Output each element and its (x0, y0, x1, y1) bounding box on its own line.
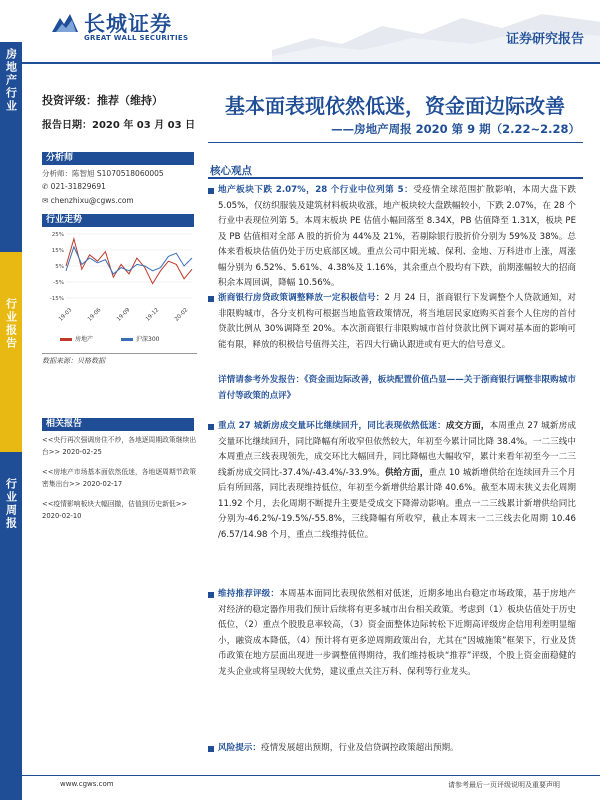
report-title: 基本面表现依然低迷，资金面边际改善 (225, 94, 565, 118)
email-icon: ✉ (42, 196, 51, 205)
report-subtitle: ——房地产周报 2020 第 9 期（2.22~2.28） (331, 122, 580, 136)
series-line-0 (66, 239, 192, 284)
great-wall-logo-icon (50, 10, 80, 36)
sidebar-top-label: 房地产行业 (4, 48, 18, 113)
paragraph-transactions: 重点 27 城新房成交量环比继续回升，同比表现依然低迷：成交方面，本周重点 27 城新房成交量环比继续回升，同比降幅有所收窄但依然较大，年初至今累计同比降 38.4%。一二三线中本周重点三线表现领先，成交环比大幅回升，同比降幅也大幅收窄，累计来看年初至今一二三线新房成交同比-37.4%/-43.4%/-33.9%。供给方面，重点 10 城新增供给在连续回升三个月后有所回落，同比表现维持低位，年初至今新增供给累计降 40.6%。截至本周末狭义去化周期 11.92 个月，去化周期不断提升主要是受成交下降滞动影响。重点一二三线累计新增供给同比分别为-46.2%/-19.5%/-55.8%，三线降幅有所收窄，截止本周末一二三线去化周期 10.46 /6.57/14.98 个月，重点二线维持低位。 (218, 421, 576, 540)
analyst-section-header: 分析师 (42, 152, 194, 165)
paragraph-risk: 风险提示：疫情发展超出预期，行业及信贷调控政策超出预期。 (218, 743, 459, 753)
bullet-icon (208, 296, 214, 302)
logo-english: GREAT WALL SECURITIES (84, 34, 189, 42)
analyst-phone-row (42, 182, 106, 191)
analyst-email-row (42, 196, 134, 205)
y-tick-label: 25% (51, 232, 64, 238)
report-date: 报告日期：2020 年 03 月 03 日 (42, 120, 196, 131)
x-tick-label: 19-06 (86, 307, 103, 323)
y-tick-label: -15% (49, 296, 64, 302)
footer-disclaimer: 请参考最后一页评级说明及重要声明 (448, 781, 560, 789)
x-tick-label: 19-09 (115, 307, 132, 323)
sidebar-middle-label: 行业报告 (4, 298, 18, 350)
phone-icon: ✆ (42, 182, 51, 191)
chart-legend (60, 334, 159, 343)
title-divider (208, 142, 583, 143)
sidebar-industry (0, 42, 22, 252)
legend-item-realestate: 房地产 (60, 334, 93, 343)
y-tick-label: 5% (55, 264, 64, 270)
analyst-name: 分析师：陈智旭 S1070518060005 (42, 169, 164, 178)
paragraph-sector-performance: 地产板块下跌 2.07%，28 个行业中位列第 5：受疫情全球范围扩散影响，本周大盘下跌 5.05%，仅纺织服装及建筑材料板块收涨，地产板块较大盘跌幅较小，下跌 2.07%，在 28 个行业中表现位列第 5。本周末板块 PE 估值小幅回落至 8.34X，PB 估值降至 1.31X，板块 PE 及 PB 估值相对全部 A 股的折价为 44%及 21%，若剔除银行股折价分别为 59%及 38%。总体来看板块估值仍处于历史底部区域。重点公司中阳光城、保利、金地、万科进市上涨，周涨幅分别为 6.52%、5.61%、4.38%及 1.16%，其余重点个股均有下跌，前期涨幅较大的招商积余本周回调，降幅 10.56%。 (218, 185, 576, 288)
analyst-phone: 021-31829691 (50, 182, 106, 191)
core-divider (208, 177, 583, 179)
header-divider (22, 62, 600, 64)
bullet-icon (208, 592, 214, 598)
page-header (22, 0, 600, 62)
bullet-icon (208, 188, 214, 194)
sidebar-weekly (0, 452, 22, 800)
sidebar-bottom-label: 行业周报 (4, 478, 18, 530)
analyst-email[interactable]: chenzhixu@cgws.com (50, 196, 134, 205)
core-views-header: 核心观点 (210, 165, 252, 177)
related-reports-header: 相关报告 (42, 418, 194, 431)
industry-trend-chart (42, 228, 197, 348)
y-tick-label: -5% (53, 280, 64, 286)
paragraph-rating: 维持推荐评级：本周基本面同比表现依然相对低迷，近期多地出台稳定市场政策，基于房地产对经济的稳定器作用我们预计后续将有更多城市出台相关政策。考虑到（1）板块估值处于历史低位，（2）重点个股股息率较高，（3）资金面整体边际转松下近期高评级房企信用利差明显缩小，融资成本降低，（4）预计将有更多逆周期政策出台，尤其在“因城施策”框架下，行业及货币政策在地方层面出现进一步调整值得期待，我们维持板块“推荐”评级，个股上资金面稳健的龙头企业或将呈现较大优势，建议重点关注万科、保利等行业龙头。 (218, 589, 576, 677)
x-tick-label: 20-02 (173, 307, 190, 323)
trend-section-header: 行业走势 (42, 214, 194, 227)
series-line-1 (66, 247, 192, 274)
footer-divider (22, 775, 600, 776)
paragraph-bank-policy: 浙商银行房贷政策调整释放一定积极信号：2 月 24 日，浙商银行下发调整个人贷款通知，对非限购城市，各分支机构可根据当地监管政策情况，将当地居民家庭购买首套个人住房的首付贷款比例从 30%调降至 20%。本次浙商银行非限购城市首付贷款比例下调对基本面的影响可能有限，释放的积极信号值得关注，若四大行确认跟进或有更大的信号意义。 (218, 293, 576, 350)
sidebar-report-type (0, 252, 22, 452)
related-report-link[interactable]: <<疫情影响板块大幅回撤，估值到历史新低>> 2020-02-10 (42, 500, 188, 520)
bullet-icon (208, 424, 214, 430)
investment-rating: 投资评级：推荐（维持） (42, 94, 163, 107)
related-report-link[interactable]: <<房地产市场基本面依然低迷，各地逐周期节政策密集出台>> 2020-02-17 (42, 468, 197, 488)
x-tick-label: 19-03 (57, 307, 74, 323)
footer-url[interactable]: www.cgws.com (60, 780, 114, 788)
paragraph-reference: 详情请参考外发报告：《资金面边际改善，板块配置价值凸显——关于浙商银行调整非限购城市首付等政策的点评》 (218, 375, 576, 401)
report-type-label: 证券研究报告 (505, 32, 584, 47)
logo-text: 长城证券 (84, 11, 172, 36)
x-tick-label: 19-12 (144, 307, 161, 323)
related-report-link[interactable]: <<央行再次强调房住不炒，各地逐周期政策继续出台>> 2020-02-25 (42, 436, 197, 456)
y-tick-label: 15% (51, 248, 64, 254)
legend-item-csi300: 沪深300 (121, 334, 159, 343)
chart-source: 数据来源：贝格数据 (42, 353, 197, 366)
bullet-icon (208, 746, 214, 752)
